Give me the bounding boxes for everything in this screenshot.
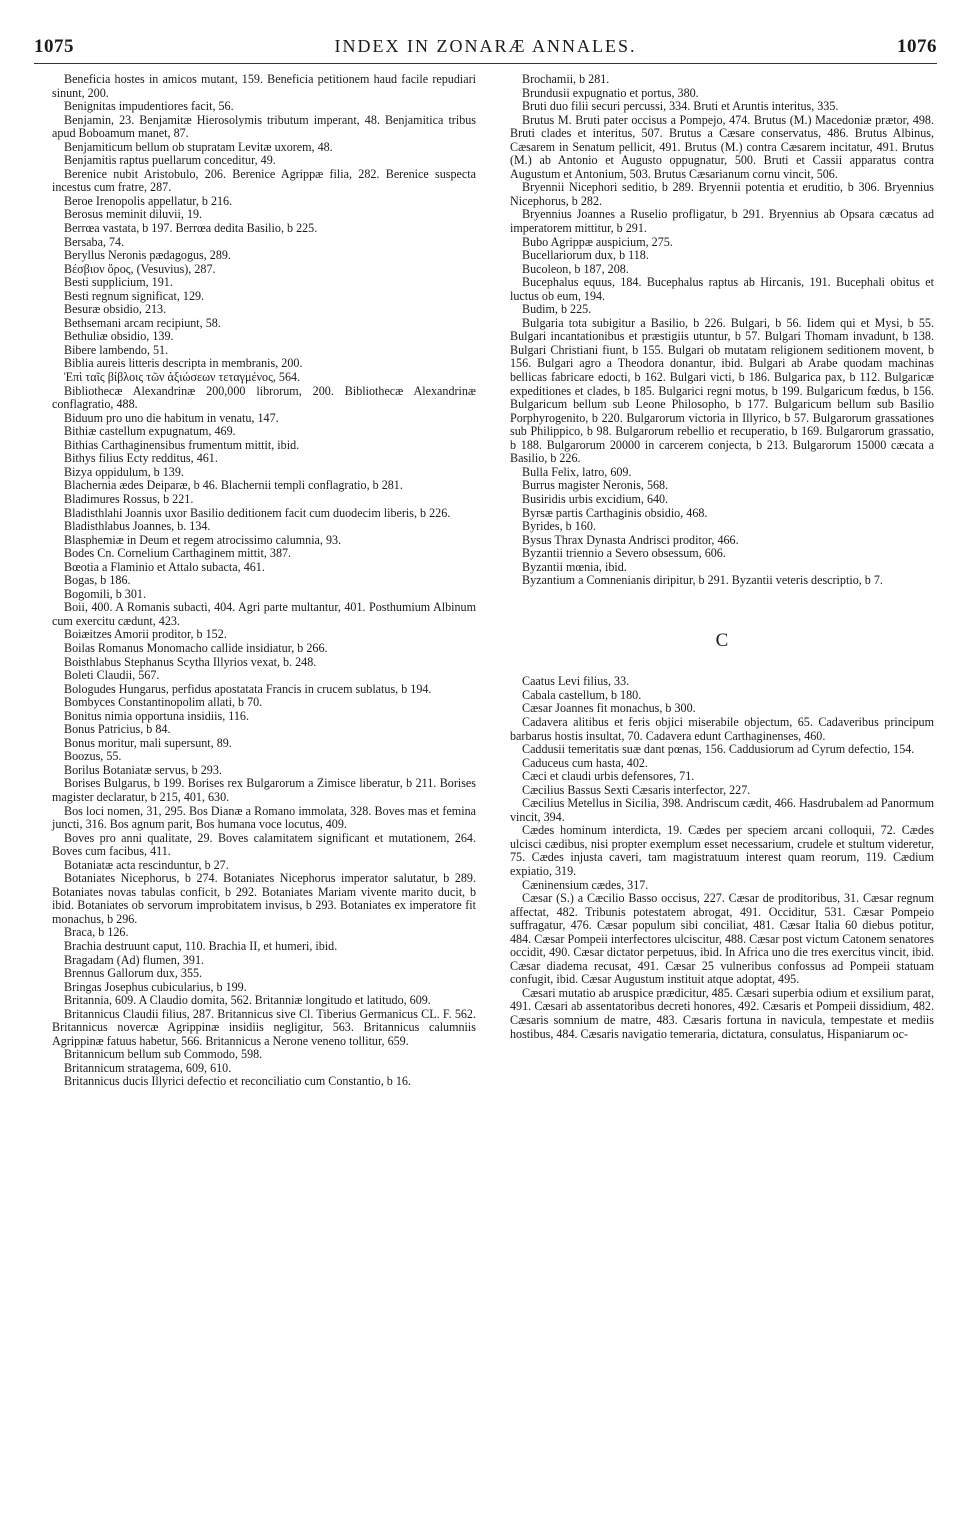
page-header (34, 36, 937, 62)
index-entry: Biduum pro uno die habitum in venatu, 147. (64, 410, 279, 425)
index-entry: Bœotia a Flaminio et Attalo subacta, 461. (64, 559, 265, 574)
index-entry: Byrsæ partis Carthaginis obsidio, 468. (522, 505, 708, 520)
index-entry: Bryennii Nicephori seditio, b 289. Bryennii potentia et eruditio, b 306. Bryennius Nicephorus, b 282. (510, 180, 934, 208)
index-entry: Boves pro anni qualitate, 29. Boves calamitatem significant et mutationem, 264. Boves cum facibus, 411. (52, 830, 476, 859)
index-entry: Bodes Cn. Cornelium Carthaginem mittit, 387. (64, 546, 292, 561)
index-entry: Benjamiticum bellum ob stupratam Levitæ uxorem, 48. (64, 139, 333, 154)
index-entry: Bithias Carthaginensibus frumentum mittit, ibid. (64, 437, 300, 452)
index-entry: Bladimures Rossus, b 221. (64, 491, 194, 506)
running-title: INDEX IN ZONARÆ ANNALES. (334, 36, 637, 56)
index-entry: Berrœa vastata, b 197. Berrœa dedita Basilio, b 225. (64, 221, 318, 236)
index-entry: Bulgaria tota subigitur a Basilio, b 226. Bulgari, b 56. Iidem qui et Mysi, b 55. Bulgari incantationibus et præstigiis utuntur, b 57. Bulgari Thomam invadunt, b 138. Bulgari Christiani fiunt, b 155. Bulgari ob mutatam religionem seditionem movent, b 156. Bulgari agro a Theodora donantur, ibid. Bulgari ab Arabe quodam machinas bellicas fabricare edocti, b 162. Bulgari victi, b 186. Bulgarica pax, b 112. Bulgaricæ expeditiones et clades, b 185. Bulgarici regni motus, b 199. Bulgaricum fœdus, b 156. Bulgaricum bellum sub Leone Philosopho, b 177. Bulgaricum bellum sub Basilio Porphyrogenito, b 220. Bulgarorum victoria in Illyrico, b 57. Bulgarorum grassationes sub Philippico, b 98. Bulgarorum rebellio et recuperatio, b 169. Bulgarorum grassatio, b 188. Bulgarorum 20000 in carcerem conjecta, b 213. Bulgarorum 15000 cæcata a Basilio, b 226. (510, 315, 934, 466)
index-entry: Byzantium a Comnenianis diripitur, b 291. Byzantii veteris descriptio, b 7. (522, 573, 883, 588)
index-entry: Bogomili, b 301. (64, 586, 146, 601)
index-entry: Bizya oppidulum, b 139. (64, 464, 184, 479)
index-entry: Cæsari mutatio ab aruspice prædicitur, 485. Cæsari superbia odium et exsilium parat, 491. Cæsari ab assentatoribus decreti honores, 492. Cæsaris et Pompeii dissidium, 482. Cæsaris somnium de matre, 483. Cæsaris fortuna in navicula, tempestate et mediis hostibus, 484. Cæsaris navigatio temeraria, dictatura, consulatus, Hispaniarum oc- (510, 985, 934, 1041)
index-entry: Brochamii, b 281. (522, 72, 610, 86)
section-letter: C (715, 629, 729, 651)
page-number-right: 1076 (897, 36, 937, 57)
index-entry: Britannicus Claudii filius, 287. Britannicus sive Cl. Tiberius Germanicus CL. F. 562. Britannicus novercæ Agrippinæ insidiis negligitur, 563. Britannicus calumniis Agrippinæ fatuus habetur, 566. Britannicus a Nerone veneno tollitur, 659. (52, 1006, 476, 1048)
right-column (510, 73, 934, 1041)
page-number-left: 1075 (34, 36, 74, 57)
index-entry: Bladisthlahi Joannis uxor Basilio deditionem facit cum duodecim liberis, b 226. (64, 505, 451, 520)
index-entry: Beroe Irenopolis appellatur, b 216. (64, 193, 233, 208)
index-entry: Byzantii triennio a Severo obsessum, 606. (522, 546, 726, 561)
index-entry: Bucellariorum dux, b 118. (522, 248, 649, 263)
index-entry: Beryllus Neronis pædagogus, 289. (64, 248, 231, 263)
index-entry: Bonus Patricius, b 84. (64, 722, 171, 737)
index-entry: Bibliothecæ Alexandrinæ 200,000 librorum, 200. Bibliothecæ Alexandrinæ conflagratio, 488. (52, 383, 476, 412)
index-entry: Cadavera alitibus et feris objici miserabile objectum, 65. Cadaveribus principum barbarus hostis insultat, 70. Cadavera edunt Carthaginenses, 460. (510, 714, 934, 743)
index-entry: Bysus Thrax Dynasta Andrisci proditor, 466. (522, 532, 739, 547)
index-entry: Bulla Felix, latro, 609. (522, 464, 632, 479)
index-entry: Britannia, 609. A Claudio domita, 562. Britanniæ longitudo et latitudo, 609. (64, 993, 431, 1008)
index-entry: Brachia destruunt caput, 110. Brachia II, et humeri, ibid. (64, 939, 338, 953)
index-entry: Boisthlabus Stephanus Scytha Illyrios vexat, b. 248. (64, 654, 317, 669)
index-entry: Bersaba, 74. (64, 234, 125, 249)
index-entry: Besti supplicium, 191. (64, 275, 173, 290)
index-entry: Busiridis urbis excidium, 640. (522, 491, 669, 506)
index-entry: Biblia aureis litteris descripta in membranis, 200. (64, 356, 303, 371)
index-entry: Ἐπὶ ταῖς βίβλοις τῶν ἀξιώσεων τεταγμένος, 564. (64, 370, 301, 385)
index-entry: Boii, 400. A Romanis subacti, 404. Agri parte multantur, 401. Posthumium Albinum cum exercitu cædunt, 423. (52, 600, 476, 628)
index-entry: Bringas Josephus cubicularius, b 199. (64, 979, 247, 994)
index-entry: Berosus meminit diluvii, 19. (64, 207, 203, 222)
index-entry: Bombyces Constantinopolim allati, b 70. (64, 695, 263, 710)
index-entry: Brennus Gallorum dux, 355. (64, 966, 203, 981)
index-entry: Bucephalus equus, 184. Bucephalus raptus ab Hircanis, 191. Bucephali obitus et luctus ob eum, 194. (510, 275, 934, 303)
index-entry: Byrides, b 160. (522, 519, 596, 534)
index-entry: Bonitus nimia opportuna insidiis, 116. (64, 708, 249, 723)
index-entry: Cæsar Joannes fit monachus, b 300. (522, 701, 696, 716)
index-entry: Caddusii temeritatis suæ dant pœnas, 156. Caddusiorum ad Cyrum defectio, 154. (522, 742, 915, 757)
index-entry: Borilus Botaniatæ servus, b 293. (64, 762, 222, 777)
index-entry: Cæninensium cædes, 317. (522, 877, 649, 892)
index-entry: Bethsemani arcam recipiunt, 58. (64, 315, 221, 330)
index-entry: Caduceus cum hasta, 402. (522, 755, 648, 770)
index-entry: Botaniatæ acta rescinduntur, b 27. (64, 857, 229, 872)
index-entry: Bubo Agrippæ auspicium, 275. (522, 234, 673, 249)
index-entry: Bonus moritur, mali supersunt, 89. (64, 735, 232, 750)
index-entry: Bucoleon, b 187, 208. (522, 261, 629, 276)
index-entry: Cæcilius Metellus in Sicilia, 398. Andriscum cædit, 466. Hasdrubalem ad Panormum vincit, 394. (510, 796, 934, 824)
index-entry: Bithiæ castellum expugnatum, 469. (64, 424, 236, 439)
index-entry: Besti regnum significat, 129. (64, 288, 205, 303)
index-entry: Bogas, b 186. (64, 573, 131, 588)
index-entry: Bruti duo filii securi percussi, 334. Bruti et Aruntis interitus, 335. (522, 99, 839, 114)
index-entry: Beneficia hostes in amicos mutant, 159. Beneficia petitionem haud facile repudiari sinunt, 200. (52, 72, 476, 100)
left-column (52, 73, 476, 1089)
index-entry: Britannicum bellum sub Commodo, 598. (64, 1047, 263, 1062)
index-entry: Bryennius Joannes a Ruselio profligatur, b 291. Bryennius ab Opsara cæcatus ad imperatorem mittitur, b 291. (510, 207, 934, 236)
index-entry: Britannicum stratagema, 609, 610. (64, 1060, 232, 1075)
index-entry: Cædes hominum interdicta, 19. Cædes per speciem arcani colloquii, 72. Cædes ulcisci cædibus, nisi propter exemplum esset necessarium, crudele et stultum videretur, 75. Cædes injusta caveri, tam magistratuum interest quam reorum, 119. Cædium expiatio, 319. (510, 823, 934, 878)
index-entry: Bladisthlabus Joannes, b. 134. (64, 519, 211, 534)
index-entry: Blasphemiæ in Deum et regem atrocissimo calumnia, 93. (64, 532, 342, 547)
index-entry: Cæci et claudi urbis defensores, 71. (522, 769, 695, 784)
index-entry: Cæcilius Bassus Sexti Cæsaris interfector, 227. (522, 782, 751, 797)
section-c-entries (510, 675, 934, 1041)
index-entry: Boiæitzes Amorii proditor, b 152. (64, 627, 227, 642)
index-entry: Besuræ obsidio, 213. (64, 302, 167, 317)
index-entry: Bethuliæ obsidio, 139. (64, 329, 174, 344)
header-rule (34, 63, 937, 64)
index-entry: Bibere lambendo, 51. (64, 342, 169, 357)
index-entry: Berenice nubit Aristobulo, 206. Berenice Agrippæ filia, 282. Berenice suspecta incestus cum fratre, 287. (52, 166, 476, 195)
index-entry: Boozus, 55. (64, 749, 122, 764)
index-entry: Blachernia ædes Deiparæ, b 46. Blachernii templi conflagratio, b 281. (64, 478, 403, 493)
index-entry: Britannicus ducis Illyrici defectio et reconciliatio cum Constantio, b 16. (64, 1074, 411, 1089)
index-entry: Boleti Claudii, 567. (64, 668, 160, 683)
index-entry: Brundusii expugnatio et portus, 380. (522, 85, 699, 100)
index-entry: Boilas Romanus Monomacho callide insidiatur, b 266. (64, 640, 328, 655)
index-entry: Benjamitis raptus puellarum conceditur, 49. (64, 153, 276, 168)
index-entry: Bithys filius Ecty redditus, 461. (64, 451, 218, 466)
index-entry: Byzantii mœnia, ibid. (522, 559, 627, 574)
index-entry: Brutus M. Bruti pater occisus a Pompejo, 474. Brutus (M.) Macedoniæ prætor, 498. Bruti clades et interitus, 507. Brutus a Cæsare conservatus, 486. Brutus Albinus, Cæsarem in Senatum pellicit, 491. Brutus (M.) contra Cæsarem incitatur, 491. Brutus (M.) ab Antonio et Augusto oppugnatur, 500. Bruti et Cassii apparatus contra Augustum et Antonium, 503. Brutus Cæsarianum cornu vincit, 506. (510, 112, 934, 181)
section-b-entries (510, 73, 934, 588)
index-entry: Braca, b 126. (64, 925, 129, 940)
index-entry: Benignitas impudentiores facit, 56. (64, 99, 234, 114)
index-entry: Βέσβιον ὄρος, (Vesuvius), 287. (64, 261, 216, 276)
index-entry: Budim, b 225. (522, 302, 592, 317)
index-entry: Bos loci nomen, 31, 295. Bos Dianæ a Romano immolata, 328. Boves mas et femina juncti, 316. Bos agnum parit, Bos humana voce locutus, 409. (52, 803, 476, 832)
index-entry: Cabala castellum, b 180. (522, 687, 642, 702)
index-entry: Bragadam (Ad) flumen, 391. (64, 952, 205, 967)
index-entry: Benjamin, 23. Benjamitæ Hierosolymis tributum imperant, 48. Benjamitica tribus apud Boboamum manet, 87. (52, 112, 476, 141)
index-entry: Cæsar (S.) a Cæcilio Basso occisus, 227. Cæsar de proditoribus, 31. Cæsar regnum affectat, 482. Tribunis potestatem abrogat, 491. Occiditur, 531. Cæsar Pompeio suffragatur, 476. Cæsar populum sibi conciliat, 481. Cæsar Italia 60 diebus potitur, 484. Cæsar Pompeii interfectores ulciscitur, 488. Cæsar post victum Catonem senatores occidit, 490. Cæsar dictator perpetuus, ibid. In Africa uno die tres exercitus vincit, ibid. Cæsar diadema recusat, 491. Cæsar 25 vulneribus confossus ad Pompeii statuam confugit, ibid. Cæsar Augustum instituit atque adoptat, 495. (510, 891, 934, 987)
index-entry: Bologudes Hungarus, perfidus apostatata Francis in crucem sublatus, b 194. (64, 681, 432, 696)
index-entry: Caatus Levi filius, 33. (522, 674, 630, 689)
index-entry: Borises Bulgarus, b 199. Borises rex Bulgarorum a Zimisce liberatur, b 211. Borises magister declaratur, b 215, 401, 630. (52, 776, 476, 804)
index-entry: Burrus magister Neronis, 568. (522, 478, 669, 493)
index-entry: Botaniates Nicephorus, b 274. Botaniates Nicephorus imperator salutatur, b 289. Botaniates novas tabulas conficit, b 292. Botaniates Mariam vivente marito ducit, b ibid. Botaniates ob servorum improbitatem invisus, b 293. Botaniates ex imperatore fit monachus, b 296. (52, 871, 476, 926)
